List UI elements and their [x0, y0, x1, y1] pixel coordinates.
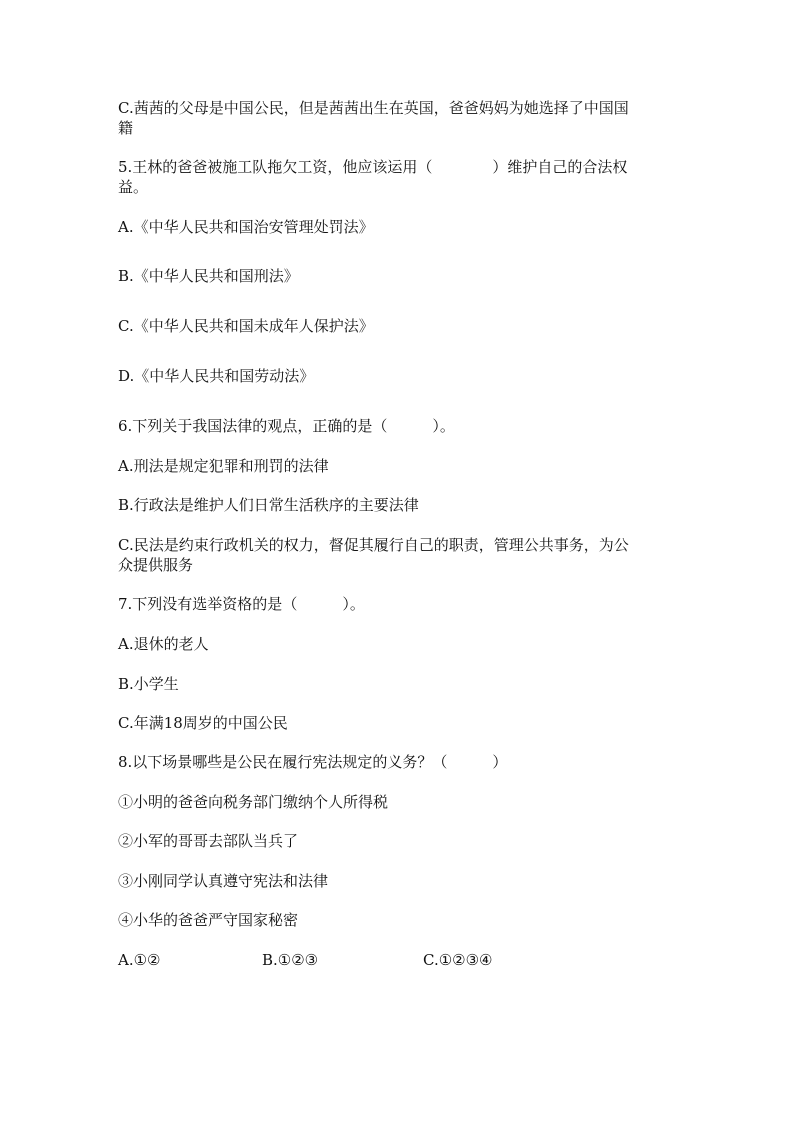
- q8-option-c: C.①②③④: [423, 951, 493, 969]
- q8-item-4: ④小华的爸爸严守国家秘密: [118, 911, 299, 929]
- q8-item-2: ②小军的哥哥去部队当兵了: [118, 832, 299, 850]
- q5-option-b: B.《中华人民共和国刑法》: [118, 267, 299, 285]
- q7-option-a: A.退休的老人: [118, 635, 209, 653]
- q5-option-a: A.《中华人民共和国治安管理处罚法》: [118, 218, 374, 236]
- q6-option-c-line2: 众提供服务: [118, 556, 194, 574]
- q4-option-c-line2: 籍: [118, 119, 134, 137]
- q6-option-c-line1: C.民法是约束行政机关的权力，督促其履行自己的职责，管理公共事务，为公: [118, 536, 629, 554]
- q8-item-1: ①小明的爸爸向税务部门缴纳个人所得税: [118, 793, 389, 811]
- q5-option-d: D.《中华人民共和国劳动法》: [118, 367, 315, 385]
- q7-option-b: B.小学生: [118, 675, 179, 693]
- q7-option-c: C.年满18周岁的中国公民: [118, 714, 288, 732]
- q6-option-a: A.刑法是规定犯罪和刑罚的法律: [118, 457, 329, 475]
- q5-stem-line2: 益。: [118, 178, 149, 196]
- q8-options-row: [118, 950, 674, 972]
- q6-option-b: B.行政法是维护人们日常生活秩序的主要法律: [118, 496, 419, 514]
- q5-option-c: C.《中华人民共和国未成年人保护法》: [118, 317, 374, 335]
- q5-stem-line1: 5.王林的爸爸被施工队拖欠工资，他应该运用（ ）维护自己的合法权: [118, 158, 628, 176]
- q8-option-b: B.①②③: [262, 951, 319, 969]
- q8-item-3: ③小刚同学认真遵守宪法和法律: [118, 872, 329, 890]
- q7-stem: 7.下列没有选举资格的是（ ）。: [118, 595, 365, 613]
- q6-stem: 6.下列关于我国法律的观点，正确的是（ ）。: [118, 417, 455, 435]
- q8-stem: 8.以下场景哪些是公民在履行宪法规定的义务？（ ）: [118, 753, 508, 771]
- q8-option-a: A.①②: [118, 951, 161, 969]
- q4-option-c-line1: C.茜茜的父母是中国公民，但是茜茜出生在英国，爸爸妈妈为她选择了中国国: [118, 99, 629, 117]
